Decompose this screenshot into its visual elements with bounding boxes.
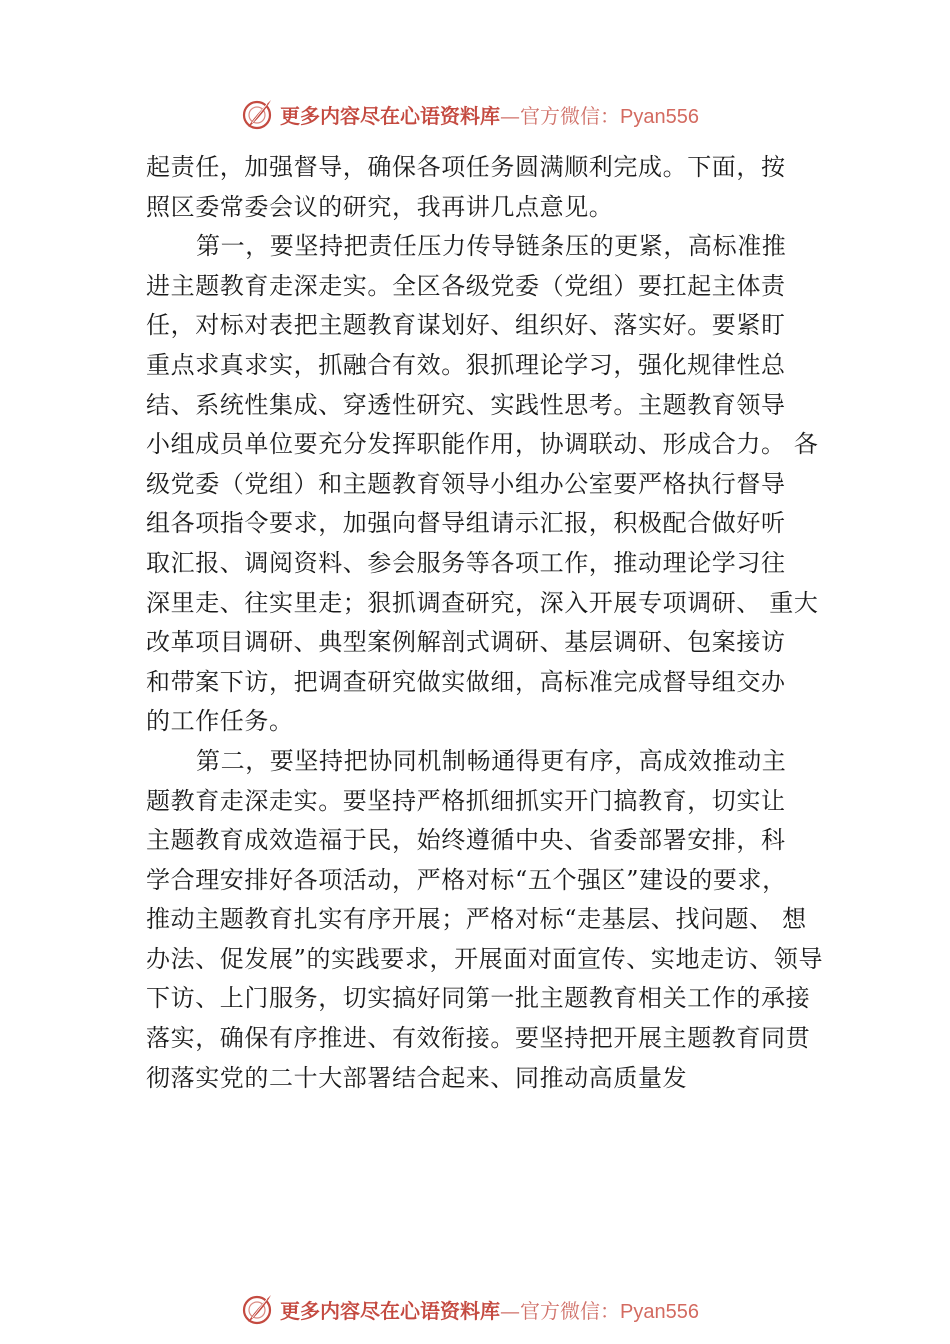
watermark-wechat-id: Pyan556 [620,1300,699,1323]
text-line: 的工作任务。 [146,707,294,736]
header-watermark [240,96,740,132]
quill-logo-icon [240,97,274,131]
text-line: 落实，确保有序推进、有效衔接。要坚持把开展主题教育同贯 [146,1024,811,1053]
paragraph-start-line: 第二，要坚持把协同机制畅通得更有序，高成效推动主 [196,746,787,775]
text-line: 下访、上门服务，切实搞好同第一批主题教育相关工作的承接 [146,984,811,1013]
paragraph-start-line: 第一，要坚持把责任压力传导链条压的更紧，高标准推 [196,232,787,261]
watermark-separator: —官方微信： [500,1298,620,1323]
text-line: 学合理安排好各项活动，严格对标“五个强区”建设的要求， [146,865,787,894]
watermark-title: 更多内容尽在心语资料库 [280,1298,500,1323]
text-line: 取汇报、调阅资料、参会服务等各项工作，推动理论学习往 [146,548,786,577]
watermark-title: 更多内容尽在心语资料库 [280,103,500,128]
text-line: 推动主题教育扎实有序开展；严格对标“走基层、找问题、 想 [146,905,807,934]
watermark-separator: —官方微信： [500,103,620,128]
footer-watermark [240,1291,740,1327]
text-line: 和带案下访，把调查研究做实做细，高标准完成督导组交办 [146,667,786,696]
text-line: 重点求真求实，抓融合有效。狠抓理论学习，强化规律性总 [146,350,786,379]
text-line: 任，对标对表把主题教育谋划好、组织好、落实好。要紧盯 [146,311,786,340]
text-line: 小组成员单位要充分发挥职能作用，协调联动、形成合力。 各 [146,430,819,459]
quill-logo-icon [240,1292,274,1326]
text-line: 进主题教育走深走实。全区各级党委（党组）要扛起主体责 [146,271,786,300]
text-line: 照区委常委会议的研究，我再讲几点意见。 [146,192,614,221]
text-line: 起责任，加强督导，确保各项任务圆满顺利完成。下面，按 [146,153,786,181]
text-line: 题教育走深走实。要坚持严格抓细抓实开门搞教育，切实让 [146,786,786,815]
text-line: 彻落实党的二十大部署结合起来、同推动高质量发 [146,1063,688,1092]
text-line: 结、系统性集成、穿透性研究、实践性思考。主题教育领导 [146,390,786,419]
text-line: 级党委（党组）和主题教育领导小组办公室要严格执行督导 [146,469,786,498]
watermark-wechat-id: Pyan556 [620,105,699,128]
text-line: 组各项指令要求，加强向督导组请示汇报，积极配合做好听 [146,509,786,538]
document-body [146,148,822,1098]
text-line: 主题教育成效造福于民，始终遵循中央、省委部署安排，科 [146,826,786,855]
text-line: 深里走、往实里走；狠抓调查研究，深入开展专项调研、 重大 [146,588,819,617]
text-line: 办法、促发展”的实践要求，开展面对面宣传、实地走访、领导 [146,944,824,973]
text-line: 改革项目调研、典型案例解剖式调研、基层调研、包案接访 [146,628,786,657]
